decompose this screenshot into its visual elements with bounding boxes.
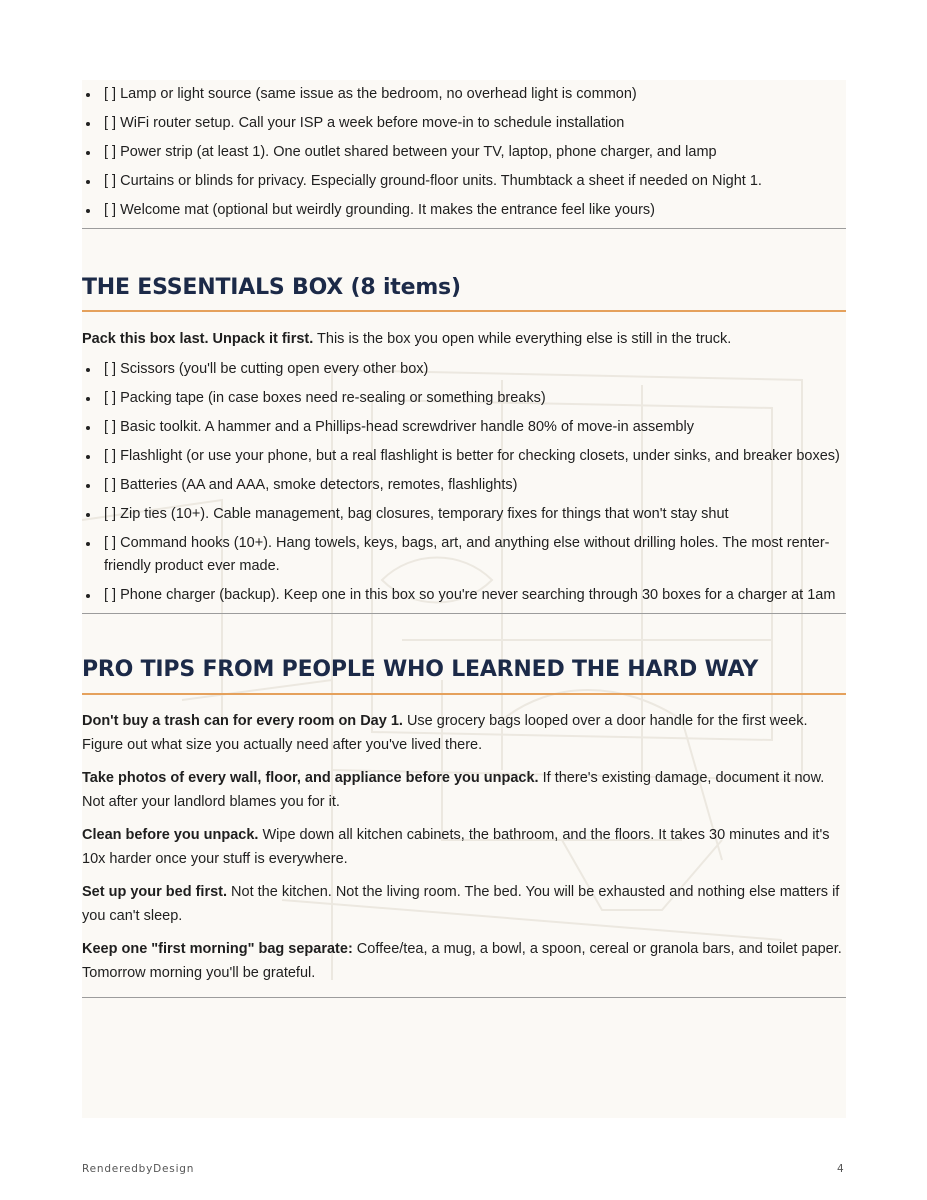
section-divider xyxy=(82,997,846,998)
tip-text: Coffee/tea, a mug, a bowl, a spoon, cereal or granola bars, and toilet paper. Tomorrow morning you'll be grateful. xyxy=(82,941,842,981)
essentials-intro xyxy=(82,327,846,351)
tip-text: Not the kitchen. Not the living room. The bed. You will be exhausted and nothing else matters if you can't sleep. xyxy=(82,884,840,924)
essentials-intro-text: This is the box you open while everything else is still in the truck. xyxy=(313,331,732,347)
checklist-item: [ ] Power strip (at least 1). One outlet shared between your TV, laptop, phone charger, and lamp xyxy=(82,141,846,164)
tip-paragraph xyxy=(82,709,846,757)
checklist-item: [ ] Scissors (you'll be cutting open every other box) xyxy=(82,358,846,381)
tip-paragraph xyxy=(82,766,846,814)
pro-tips-heading: PRO TIPS FROM PEOPLE WHO LEARNED THE HARD WAY xyxy=(82,657,759,682)
tip-title: Set up your bed first. xyxy=(82,884,228,900)
tip-paragraph xyxy=(82,937,846,985)
checklist-item: [ ] Flashlight (or use your phone, but a real flashlight is better for checking closets, under sinks, and breaker boxes) xyxy=(82,445,846,468)
footer-brand: RenderedbyDesign xyxy=(82,1163,195,1175)
tip-text: Use grocery bags looped over a door handle for the first week. Figure out what size you actually need after you've lived there. xyxy=(82,713,808,753)
tip-title: Don't buy a trash can for every room on Day 1. xyxy=(82,713,403,729)
page-number: 4 xyxy=(837,1163,844,1175)
checklist-item: [ ] Batteries (AA and AAA, smoke detectors, remotes, flashlights) xyxy=(82,474,846,497)
checklist-item: [ ] Phone charger (backup). Keep one in this box so you're never searching through 30 boxes for a charger at 1am xyxy=(82,584,846,607)
essentials-checklist xyxy=(82,358,846,607)
checklist-item: [ ] Basic toolkit. A hammer and a Phillips-head screwdriver handle 80% of move-in assembly xyxy=(82,416,846,439)
heading-underline xyxy=(82,310,846,312)
checklist-item: [ ] WiFi router setup. Call your ISP a week before move-in to schedule installation xyxy=(82,112,846,135)
top-checklist xyxy=(82,80,846,222)
checklist-item: [ ] Command hooks (10+). Hang towels, keys, bags, art, and anything else without drilling holes. The most renter-friendly product ever made. xyxy=(82,532,846,578)
essentials-intro-bold: Pack this box last. Unpack it first. xyxy=(82,331,314,347)
tip-paragraph xyxy=(82,880,846,928)
checklist-item: [ ] Packing tape (in case boxes need re-sealing or something breaks) xyxy=(82,387,846,410)
checklist-item: [ ] Curtains or blinds for privacy. Especially ground-floor units. Thumbtack a sheet if needed on Night 1. xyxy=(82,170,846,193)
tip-text: If there's existing damage, document it now. Not after your landlord blames you for it. xyxy=(82,770,825,810)
checklist-item: [ ] Zip ties (10+). Cable management, bag closures, temporary fixes for things that won't stay shut xyxy=(82,503,846,526)
essentials-heading: THE ESSENTIALS BOX (8 items) xyxy=(82,275,461,300)
tip-title: Take photos of every wall, floor, and appliance before you unpack. xyxy=(82,770,539,786)
checklist-item: [ ] Lamp or light source (same issue as the bedroom, no overhead light is common) xyxy=(82,83,846,106)
tip-title: Keep one "first morning" bag separate: xyxy=(82,941,353,957)
tip-paragraph xyxy=(82,823,846,871)
checklist-item: [ ] Welcome mat (optional but weirdly grounding. It makes the entrance feel like yours) xyxy=(82,199,846,222)
tip-text: Wipe down all kitchen cabinets, the bathroom, and the floors. It takes 30 minutes and it's 10x harder once your stuff is everywhere. xyxy=(82,827,830,867)
tip-title: Clean before you unpack. xyxy=(82,827,259,843)
